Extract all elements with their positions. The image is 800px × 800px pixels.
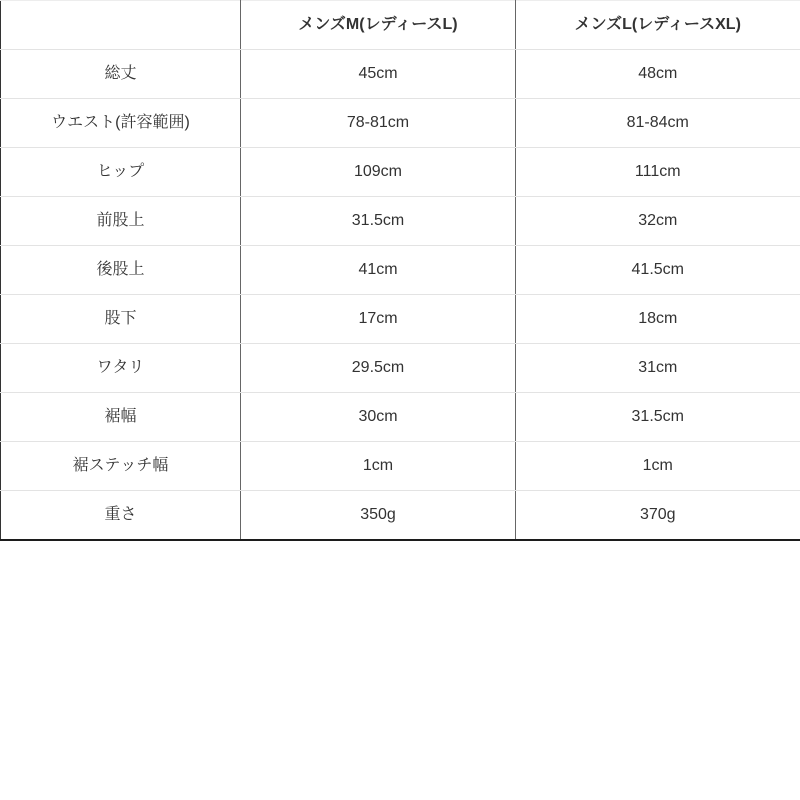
- table-header: [1, 1, 800, 50]
- value-cell-m: 109cm: [241, 148, 516, 197]
- value-cell-l: 18cm: [516, 295, 800, 344]
- value-cell-l: 81-84cm: [516, 99, 800, 148]
- value-cell-m: 30cm: [241, 393, 516, 442]
- value-cell-m: 1cm: [241, 442, 516, 491]
- header-cell-blank: [1, 1, 241, 50]
- value-cell-m: 29.5cm: [241, 344, 516, 393]
- value-cell-m: 31.5cm: [241, 197, 516, 246]
- table-row: [1, 197, 800, 246]
- row-label-cell: 股下: [1, 295, 241, 344]
- header-cell-size-m: メンズM(レディースL): [241, 1, 516, 50]
- table-row: [1, 246, 800, 295]
- table-row: [1, 50, 800, 99]
- value-cell-m: 41cm: [241, 246, 516, 295]
- row-label-cell: ウエスト(許容範囲): [1, 99, 241, 148]
- row-label-cell: 後股上: [1, 246, 241, 295]
- row-label-cell: 総丈: [1, 50, 241, 99]
- value-cell-l: 31.5cm: [516, 393, 800, 442]
- value-cell-l: 370g: [516, 491, 800, 541]
- value-cell-l: 111cm: [516, 148, 800, 197]
- table-row: [1, 295, 800, 344]
- header-cell-size-l: メンズL(レディースXL): [516, 1, 800, 50]
- value-cell-l: 31cm: [516, 344, 800, 393]
- table-row: [1, 148, 800, 197]
- value-cell-l: 41.5cm: [516, 246, 800, 295]
- value-cell-m: 78-81cm: [241, 99, 516, 148]
- header-row: [1, 1, 800, 50]
- value-cell-l: 32cm: [516, 197, 800, 246]
- row-label-cell: 前股上: [1, 197, 241, 246]
- value-cell-m: 45cm: [241, 50, 516, 99]
- value-cell-m: 17cm: [241, 295, 516, 344]
- value-cell-l: 1cm: [516, 442, 800, 491]
- table-row: [1, 491, 800, 541]
- row-label-cell: 裾ステッチ幅: [1, 442, 241, 491]
- value-cell-l: 48cm: [516, 50, 800, 99]
- table-body: [1, 50, 800, 541]
- row-label-cell: ヒップ: [1, 148, 241, 197]
- value-cell-m: 350g: [241, 491, 516, 541]
- table-row: [1, 344, 800, 393]
- row-label-cell: ワタリ: [1, 344, 241, 393]
- table-row: [1, 442, 800, 491]
- row-label-cell: 裾幅: [1, 393, 241, 442]
- table-row: [1, 393, 800, 442]
- row-label-cell: 重さ: [1, 491, 241, 541]
- table-row: [1, 99, 800, 148]
